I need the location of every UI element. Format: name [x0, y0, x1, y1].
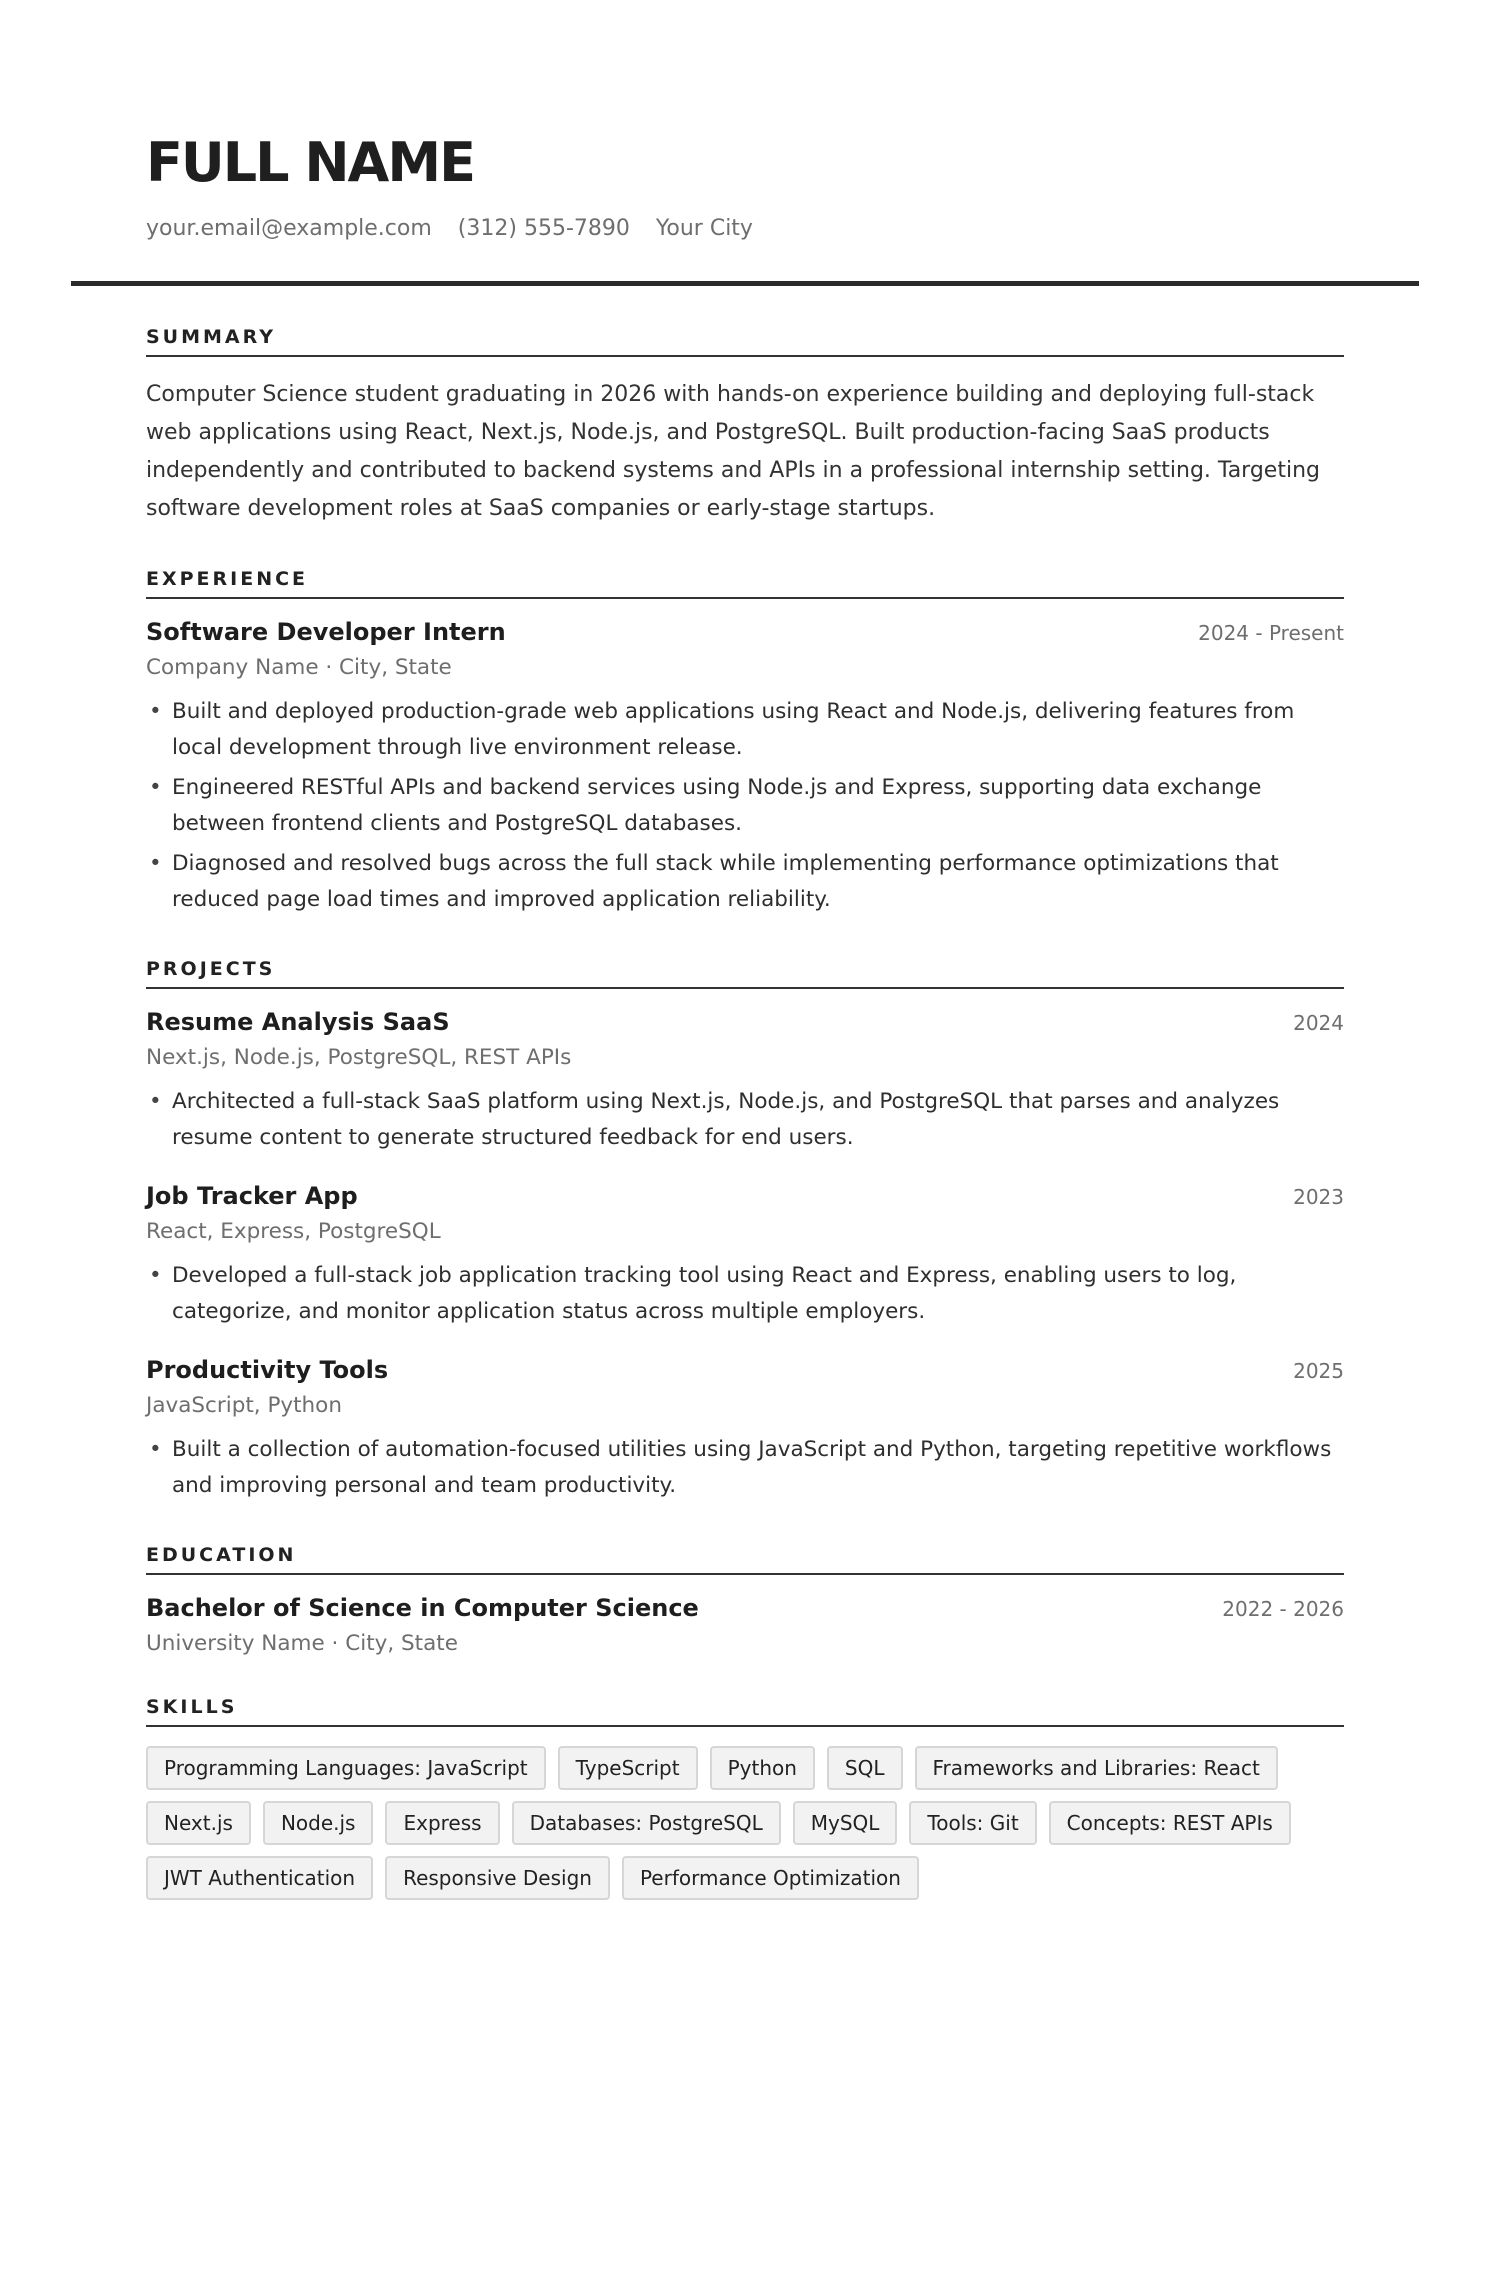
skill-chip: Python — [710, 1746, 815, 1790]
project-tech: React, Express, PostgreSQL — [146, 1219, 441, 1244]
bullet-item: • Built and deployed production-grade web applications using React and Node.js, delivering features from local development through live environment release. — [146, 694, 1344, 766]
project-tech: JavaScript, Python — [146, 1393, 342, 1418]
skills-section — [146, 1696, 1344, 1900]
skill-chip: Performance Optimization — [622, 1856, 919, 1900]
job-title: Software Developer Intern — [146, 618, 506, 646]
projects-section — [146, 958, 1344, 1504]
section-title: PROJECTS — [146, 958, 1344, 989]
experience-section — [146, 568, 1344, 918]
header-divider — [71, 281, 1419, 286]
bullet-item: • Diagnosed and resolved bugs across the full stack while implementing performance optimizations that reduced page load times and improved application reliability. — [146, 846, 1344, 918]
project-name: Resume Analysis SaaS — [146, 1008, 450, 1036]
degree-title: Bachelor of Science in Computer Science — [146, 1594, 699, 1622]
bullet-item: • Developed a full-stack job application tracking tool using React and Express, enabling users to log, categorize, and monitor application status across multiple employers. — [146, 1258, 1344, 1330]
project-bullets — [146, 1084, 1344, 1156]
full-name: FULL NAME — [146, 131, 474, 194]
project-year: 2025 — [1293, 1359, 1344, 1383]
bullet-item: • Architected a full-stack SaaS platform using Next.js, Node.js, and PostgreSQL that parses and analyzes resume content to generate structured feedback for end users. — [146, 1084, 1344, 1156]
job-bullets — [146, 694, 1344, 918]
contact-email: your.email@example.com — [146, 216, 432, 241]
project-bullets — [146, 1258, 1344, 1330]
school-name: University Name · City, State — [146, 1631, 458, 1656]
contact-city: Your City — [655, 216, 753, 241]
resume-header — [146, 128, 772, 241]
job-company: Company Name · City, State — [146, 655, 452, 680]
project-name: Productivity Tools — [146, 1356, 389, 1384]
project-name: Job Tracker App — [146, 1182, 358, 1210]
project-bullets — [146, 1432, 1344, 1504]
skill-chip: Tools: Git — [909, 1801, 1036, 1845]
skill-chip: Databases: PostgreSQL — [512, 1801, 781, 1845]
section-title: EDUCATION — [146, 1544, 1344, 1575]
contact-phone: (312) 555-7890 — [457, 216, 630, 241]
job-dates: 2024 - Present — [1198, 621, 1344, 645]
skill-chip: Node.js — [263, 1801, 374, 1845]
bullet-item: • Engineered RESTful APIs and backend services using Node.js and Express, supporting data exchange between frontend clients and PostgreSQL databases. — [146, 770, 1344, 842]
experience-entry — [146, 618, 1344, 918]
project-tech: Next.js, Node.js, PostgreSQL, REST APIs — [146, 1045, 572, 1070]
project-entry — [146, 1356, 1344, 1504]
skill-chip: TypeScript — [558, 1746, 698, 1790]
summary-section — [146, 326, 1344, 528]
skill-chip: SQL — [827, 1746, 903, 1790]
resume-body — [146, 326, 1344, 1900]
project-entry — [146, 1182, 1344, 1330]
bullet-item: • Built a collection of automation-focused utilities using JavaScript and Python, targeting repetitive workflows and improving personal and team productivity. — [146, 1432, 1344, 1504]
project-year: 2023 — [1293, 1185, 1344, 1209]
skill-chip: Next.js — [146, 1801, 251, 1845]
skill-chip: Frameworks and Libraries: React — [915, 1746, 1278, 1790]
skill-chip: Responsive Design — [385, 1856, 610, 1900]
summary-text: Computer Science student graduating in 2026 with hands-on experience building and deploying full-stack web applications using React, Next.js, Node.js, and PostgreSQL. Built production-facing SaaS products independently and contributed to backend systems and APIs in a professional internship setting. Targeting software development roles at SaaS companies or early-stage startups. — [146, 382, 1320, 521]
skill-chip: Programming Languages: JavaScript — [146, 1746, 546, 1790]
project-entry — [146, 1008, 1344, 1156]
skill-chips — [146, 1746, 1344, 1900]
section-title: EXPERIENCE — [146, 568, 1344, 599]
education-entry — [146, 1594, 1344, 1656]
contact-line — [146, 216, 772, 241]
skill-chip: JWT Authentication — [146, 1856, 373, 1900]
skill-chip: MySQL — [793, 1801, 898, 1845]
skill-chip: Express — [385, 1801, 499, 1845]
skill-chip: Concepts: REST APIs — [1049, 1801, 1291, 1845]
degree-dates: 2022 - 2026 — [1222, 1597, 1344, 1621]
project-year: 2024 — [1293, 1011, 1344, 1035]
section-title: SUMMARY — [146, 326, 1344, 357]
section-title: SKILLS — [146, 1696, 1344, 1727]
education-section — [146, 1544, 1344, 1656]
